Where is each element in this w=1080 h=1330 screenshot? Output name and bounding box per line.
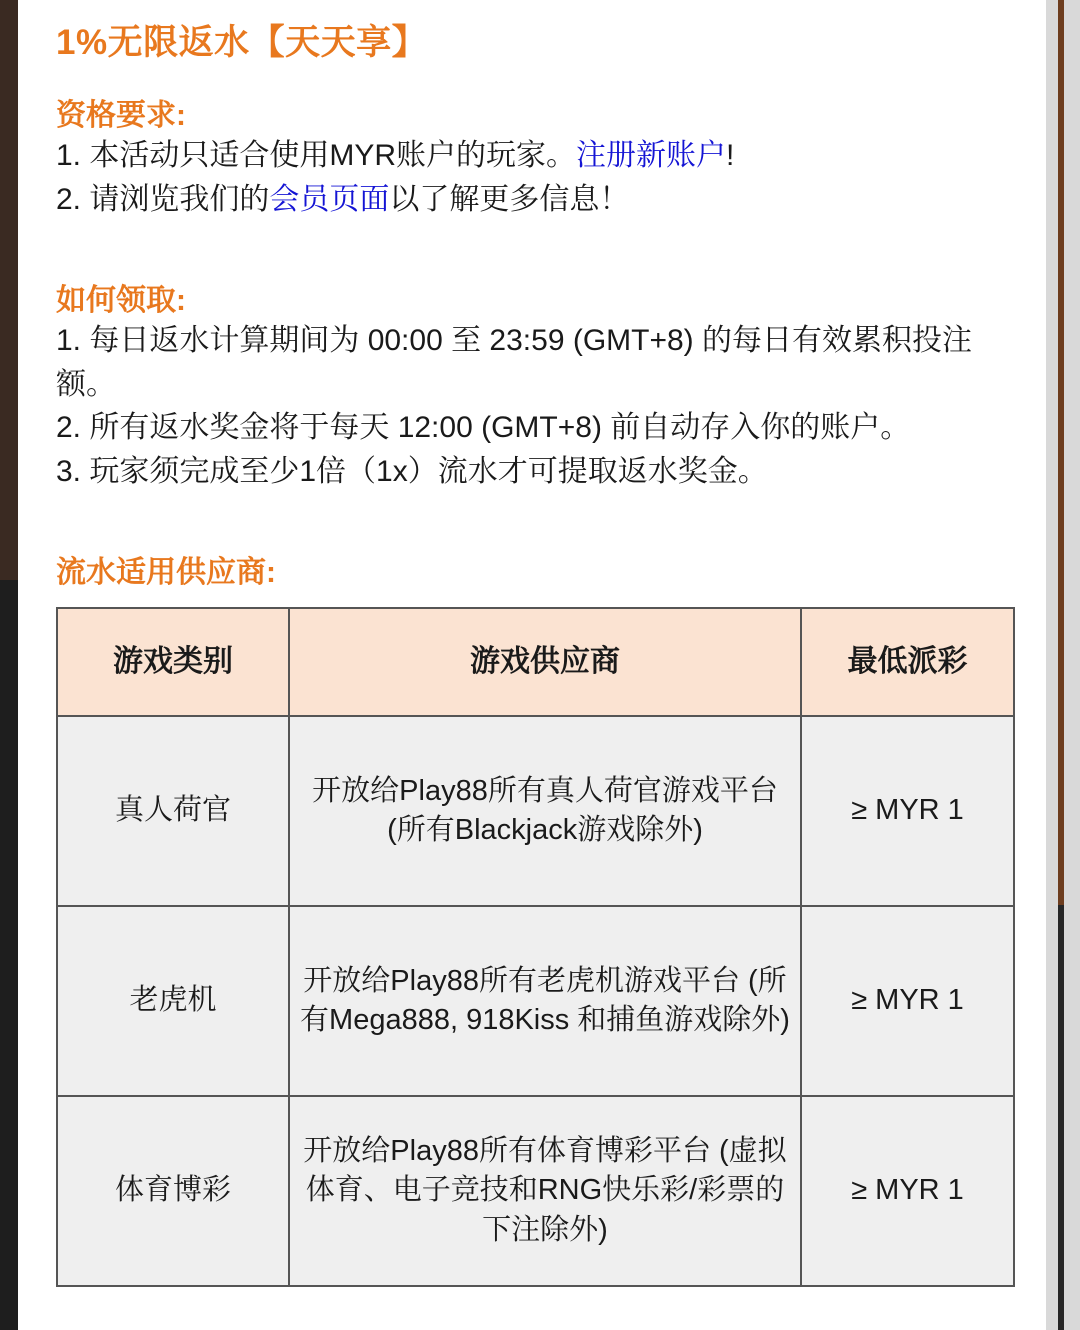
how-to-claim-item-1: 1. 每日返水计算期间为 00:00 至 23:59 (GMT+8) 的每日有效累积投注额。	[56, 324, 973, 401]
column-header-category: 游戏类别	[57, 608, 289, 716]
cell-provider: 开放给Play88所有真人荷官游戏平台 (所有Blackjack游戏除外)	[289, 716, 801, 906]
left-edge-segment-top	[0, 0, 18, 580]
cell-category: 真人荷官	[57, 716, 289, 906]
left-edge-decoration	[0, 0, 18, 1330]
table-row	[57, 906, 1014, 1096]
cell-provider: 开放给Play88所有体育博彩平台 (虚拟体育、电子竞技和RNG快乐彩/彩票的下注除外)	[289, 1096, 801, 1286]
eligibility-item-2	[56, 178, 1022, 222]
section-divider-2	[56, 493, 1022, 521]
cell-min-payout: ≥ MYR 1	[801, 906, 1014, 1096]
table-row	[57, 1096, 1014, 1286]
how-to-claim-heading: 如何领取:	[56, 284, 186, 317]
column-header-min-payout: 最低派彩	[801, 608, 1014, 716]
providers-heading: 流水适用供应商:	[56, 556, 276, 589]
eligibility-item-1-suffix: !	[726, 139, 735, 172]
promotion-content	[18, 0, 1046, 1330]
section-divider	[56, 221, 1022, 249]
page-title: 1%无限返水【天天享】	[56, 23, 428, 62]
eligibility-item-1	[56, 134, 1022, 178]
column-header-provider: 游戏供应商	[289, 608, 801, 716]
providers-table	[56, 607, 1015, 1287]
cell-category: 体育博彩	[57, 1096, 289, 1286]
eligibility-heading: 资格要求:	[56, 99, 186, 132]
register-new-account-link[interactable]: 注册新账户	[576, 139, 727, 172]
right-scrollbar-area[interactable]	[1046, 0, 1080, 1330]
eligibility-item-1-text: 1. 本活动只适合使用MYR账户的玩家。	[56, 139, 577, 172]
member-page-link[interactable]: 会员页面	[269, 182, 390, 216]
table-header-row	[57, 608, 1014, 716]
how-to-claim-item-2: 2. 所有返水奖金将于每天 12:00 (GMT+8) 前自动存入你的账户。	[56, 411, 911, 444]
table-row	[57, 716, 1014, 906]
left-edge-segment-bottom	[0, 580, 18, 1330]
eligibility-item-2-suffix: 以了解更多信息！	[389, 182, 630, 216]
eligibility-item-2-text: 2. 请浏览我们的	[56, 182, 270, 216]
cell-min-payout: ≥ MYR 1	[801, 1096, 1014, 1286]
how-to-claim-item-3: 3. 玩家须完成至少1倍（1x）流水才可提取返水奖金。	[56, 454, 768, 488]
cell-provider: 开放给Play88所有老虎机游戏平台 (所有Mega888, 918Kiss 和捕鱼游戏除外)	[289, 906, 801, 1096]
scrollbar-thumb[interactable]	[1058, 0, 1064, 905]
cell-min-payout: ≥ MYR 1	[801, 716, 1014, 906]
cell-category: 老虎机	[57, 906, 289, 1096]
scrollbar-track[interactable]	[1058, 905, 1064, 1330]
